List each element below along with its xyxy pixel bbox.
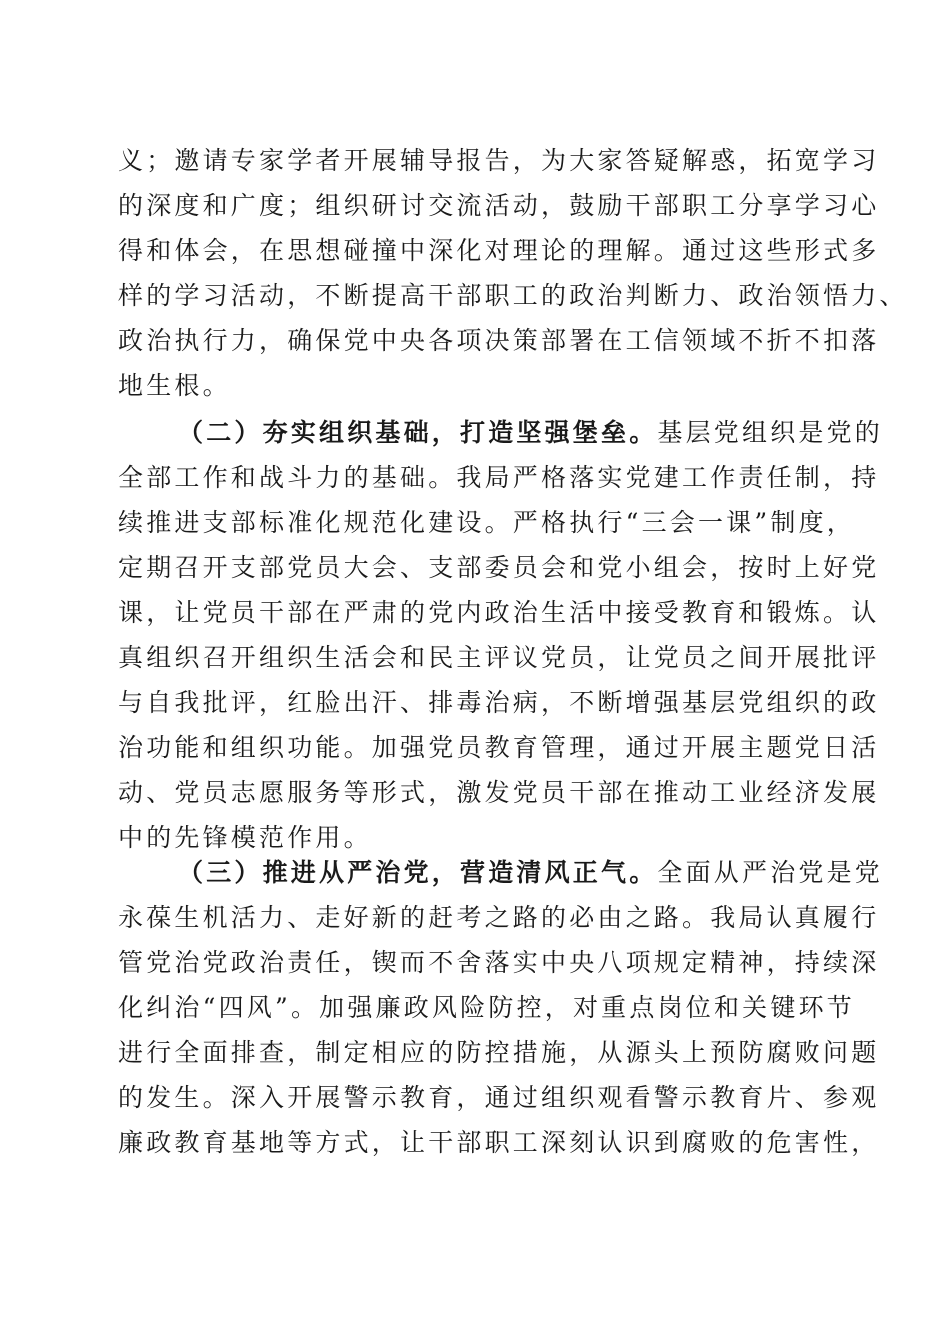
paragraph-1 xyxy=(118,138,908,408)
paragraph-line: 全部工作和战斗力的基础。我局严格落实党建工作责任制，持 xyxy=(118,463,880,492)
paragraph-line: 廉政教育基地等方式，让干部职工深刻认识到腐败的危害性， xyxy=(118,1128,880,1157)
paragraph-first-line xyxy=(118,410,884,455)
paragraph-line: 政治执行力，确保党中央各项决策部署在工信领域不折不扣落 xyxy=(118,326,880,355)
paragraph-line: 样的学习活动，不断提高干部职工的政治判断力、政治领悟力、 xyxy=(118,281,908,310)
paragraph-line: 义；邀请专家学者开展辅导报告，为大家答疑解惑，拓宽学习 xyxy=(118,146,880,175)
paragraph-line: 永葆生机活力、走好新的赶考之路的必由之路。我局认真履行 xyxy=(118,903,880,932)
paragraph-line: 地生根。 xyxy=(118,371,231,400)
section-heading-2: （二）夯实组织基础，打造坚强堡垒。 xyxy=(178,418,658,447)
paragraph-line-rest: 全面从严治党是党 xyxy=(657,858,884,887)
section-heading-3: （三）推进从严治党，营造清风正气。 xyxy=(178,858,658,887)
paragraph-line: 真组织召开组织生活会和民主评议党员，让党员之间开展批评 xyxy=(118,643,880,672)
paragraph-2 xyxy=(118,410,884,860)
paragraph-3 xyxy=(118,850,884,1165)
paragraph-line: 课，让党员干部在严肃的党内政治生活中接受教育和锻炼。认 xyxy=(118,598,880,627)
paragraph-line: 动、党员志愿服务等形式，激发党员干部在推动工业经济发展 xyxy=(118,778,880,807)
paragraph-line: 中的先锋模范作用。 xyxy=(118,823,372,852)
paragraph-line: 治功能和组织功能。加强党员教育管理，通过开展主题党日活 xyxy=(118,733,880,762)
paragraph-line: 定期召开支部党员大会、支部委员会和党小组会，按时上好党 xyxy=(118,553,880,582)
paragraph-line: 与自我批评，红脸出汗、排毒治病，不断增强基层党组织的政 xyxy=(118,688,880,717)
paragraph-line: 管党治党政治责任，锲而不舍落实中央八项规定精神，持续深 xyxy=(118,948,880,977)
paragraph-line: 得和体会，在思想碰撞中深化对理论的理解。通过这些形式多 xyxy=(118,236,880,265)
paragraph-line: 化纠治“四风”。加强廉政风险防控，对重点岗位和关键环节 xyxy=(118,993,855,1022)
paragraph-first-line xyxy=(118,850,884,895)
paragraph-line: 进行全面排查，制定相应的防控措施，从源头上预防腐败问题 xyxy=(118,1038,880,1067)
paragraph-line-rest: 基层党组织是党的 xyxy=(657,418,884,447)
paragraph-line: 续推进支部标准化规范化建设。严格执行“三会一课”制度， xyxy=(118,508,855,537)
paragraph-line: 的发生。深入开展警示教育，通过组织观看警示教育片、参观 xyxy=(118,1083,880,1112)
paragraph-line: 的深度和广度；组织研讨交流活动，鼓励干部职工分享学习心 xyxy=(118,191,880,220)
